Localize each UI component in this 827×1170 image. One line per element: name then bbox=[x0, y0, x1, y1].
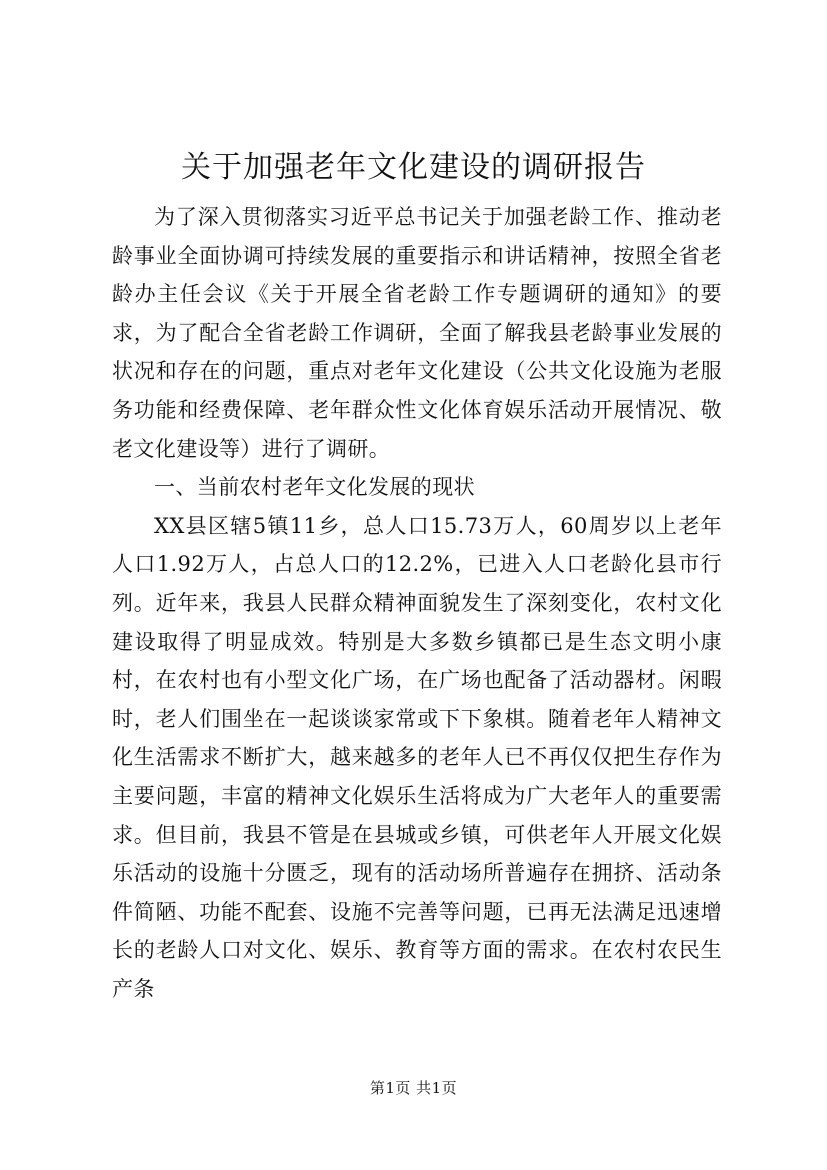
section-heading: 一、当前农村老年文化发展的现状 bbox=[154, 475, 475, 500]
document-body bbox=[112, 198, 722, 1008]
document-title: 关于加强老年文化建设的调研报告 bbox=[181, 150, 646, 185]
body-paragraph: XX县区辖5镇11乡，总人口15.73万人，60周岁以上老年人口1.92万人，占总人口的12.2%，已进入人口老龄化县市行列。近年来，我县人民群众精神面貌发生了深刻变化，农村文化建设取得了明显成效。特别是大多数乡镇都已是生态文明小康村，在农村也有小型文化广场，在广场也配备了活动器材。闲暇时，老人们围坐在一起谈谈家常或下下象棋。随着老年人精神文化生活需求不断扩大，越来越多的老年人已不再仅仅把生存作为主要问题，丰富的精神文化娱乐生活将成为广大老年人的重要需求。但目前，我县不管是在县城或乡镇，可供老年人开展文化娱乐活动的设施十分匮乏，现有的活动场所普遍存在拥挤、活动条件简陋、功能不配套、设施不完善等问题，已再无法满足迅速增长的老龄人口对文化、娱乐、教育等方面的需求。在农村农民生产条 bbox=[112, 513, 722, 1001]
intro-paragraph: 为了深入贯彻落实习近平总书记关于加强老龄工作、推动老龄事业全面协调可持续发展的重要指示和讲话精神，按照全省老龄办主任会议《关于开展全省老龄工作专题调研的通知》的要求，为了配合全省老龄工作调研，全面了解我县老龄事业发展的状况和存在的问题，重点对老年文化建设（公共文化设施为老服务功能和经费保障、老年群众性文化体育娱乐活动开展情况、敬老文化建设等）进行了调研。 bbox=[112, 205, 722, 461]
page-footer: 第1页 共1页 bbox=[369, 1079, 458, 1097]
